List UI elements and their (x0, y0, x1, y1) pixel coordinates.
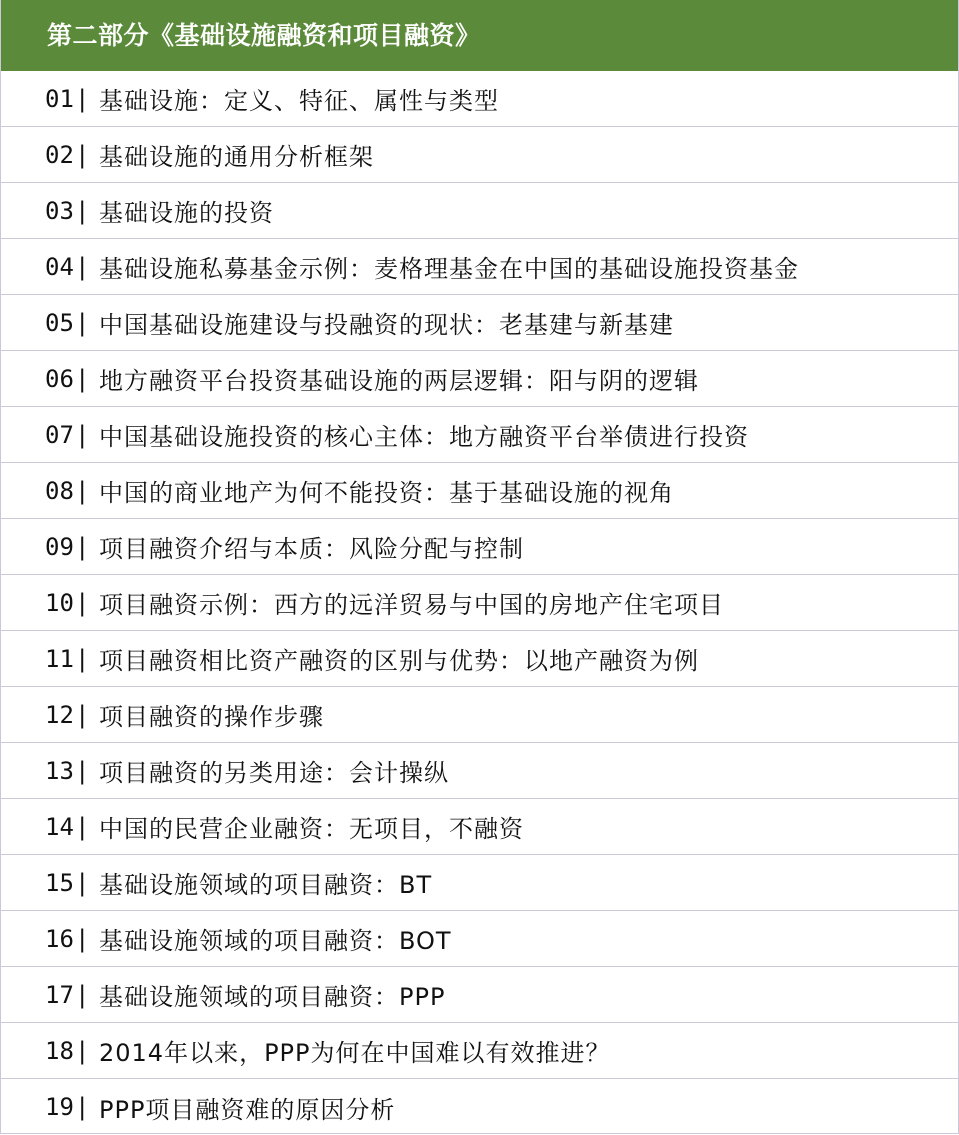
chapter-title: 中国的商业地产为何不能投资：基于基础设施的视角 (99, 479, 674, 507)
chapter-title: 基础设施领域的项目融资：BT (99, 871, 433, 899)
chapter-separator: | (75, 532, 90, 561)
chapter-title: 项目融资介绍与本质：风险分配与控制 (99, 535, 524, 563)
chapter-separator: | (75, 1036, 90, 1065)
chapter-row[interactable] (1, 351, 958, 407)
chapter-separator: | (75, 756, 90, 785)
chapter-row[interactable] (1, 967, 958, 1023)
chapter-title: PPP项目融资难的原因分析 (99, 1095, 396, 1124)
chapter-number: 07 (45, 420, 74, 449)
chapter-separator: | (75, 924, 90, 953)
chapter-title: 基础设施的通用分析框架 (99, 143, 374, 171)
chapter-title: 基础设施：定义、特征、属性与类型 (99, 87, 499, 115)
chapter-separator: | (75, 308, 90, 337)
chapter-title: 地方融资平台投资基础设施的两层逻辑：阳与阴的逻辑 (99, 367, 699, 395)
chapter-separator: | (75, 252, 90, 281)
chapter-number: 10 (45, 588, 74, 617)
chapter-separator: | (75, 84, 90, 113)
chapter-number: 03 (45, 196, 74, 225)
chapter-number: 13 (45, 756, 74, 785)
chapter-number: 04 (45, 252, 74, 281)
chapter-separator: | (75, 196, 90, 225)
chapter-title: 中国基础设施投资的核心主体：地方融资平台举债进行投资 (99, 423, 749, 451)
chapter-list (1, 71, 958, 1135)
chapter-row[interactable] (1, 743, 958, 799)
chapter-title: 2014年以来，PPP为何在中国难以有效推进？ (99, 1039, 611, 1067)
chapter-title: 中国的民营企业融资：无项目，不融资 (99, 815, 524, 843)
chapter-separator: | (75, 812, 90, 841)
chapter-row[interactable] (1, 295, 958, 351)
chapter-number: 09 (45, 532, 74, 561)
chapter-title: 项目融资相比资产融资的区别与优势：以地产融资为例 (99, 647, 699, 675)
chapter-number: 12 (45, 700, 74, 729)
chapter-separator: | (75, 364, 90, 393)
chapter-number: 19 (45, 1093, 74, 1121)
chapter-separator: | (75, 868, 90, 897)
chapter-number: 14 (45, 812, 74, 841)
chapter-row[interactable] (1, 463, 958, 519)
chapter-number: 05 (45, 308, 74, 337)
chapter-row[interactable] (1, 183, 958, 239)
chapter-separator: | (75, 588, 90, 617)
chapter-separator: | (75, 700, 90, 729)
section-title: 第二部分《基础设施融资和项目融资》 (47, 21, 481, 50)
chapter-row[interactable] (1, 1023, 958, 1079)
chapter-separator: | (75, 1093, 90, 1121)
chapter-number: 06 (45, 364, 74, 393)
section-header (1, 0, 958, 71)
chapter-title: 基础设施的投资 (99, 199, 274, 227)
chapter-number: 01 (45, 84, 74, 113)
chapter-row[interactable] (1, 407, 958, 463)
chapter-title: 项目融资的另类用途：会计操纵 (99, 759, 449, 787)
chapter-title: 项目融资的操作步骤 (99, 703, 324, 731)
chapter-separator: | (75, 140, 90, 169)
chapter-row[interactable] (1, 631, 958, 687)
chapter-separator: | (75, 420, 90, 449)
chapter-title: 基础设施私募基金示例：麦格理基金在中国的基础设施投资基金 (99, 255, 799, 283)
chapter-number: 11 (45, 644, 74, 673)
chapter-title: 项目融资示例：西方的远洋贸易与中国的房地产住宅项目 (99, 591, 724, 619)
chapter-number: 08 (45, 476, 74, 505)
chapter-number: 17 (45, 980, 74, 1009)
chapter-number: 02 (45, 140, 74, 169)
chapter-row[interactable] (1, 911, 958, 967)
chapter-title: 基础设施领域的项目融资：PPP (99, 983, 446, 1011)
chapter-separator: | (75, 644, 90, 673)
chapter-number: 18 (45, 1036, 74, 1065)
chapter-row[interactable] (1, 519, 958, 575)
chapter-row[interactable] (1, 1079, 958, 1135)
chapter-number: 16 (45, 924, 74, 953)
chapter-row[interactable] (1, 239, 958, 295)
chapter-title: 中国基础设施建设与投融资的现状：老基建与新基建 (99, 311, 674, 339)
chapter-row[interactable] (1, 71, 958, 127)
chapter-row[interactable] (1, 799, 958, 855)
chapter-separator: | (75, 980, 90, 1009)
chapter-row[interactable] (1, 127, 958, 183)
chapter-separator: | (75, 476, 90, 505)
chapter-row[interactable] (1, 855, 958, 911)
chapter-row[interactable] (1, 687, 958, 743)
chapter-number: 15 (45, 868, 74, 897)
chapter-row[interactable] (1, 575, 958, 631)
chapter-title: 基础设施领域的项目融资：BOT (99, 927, 452, 955)
